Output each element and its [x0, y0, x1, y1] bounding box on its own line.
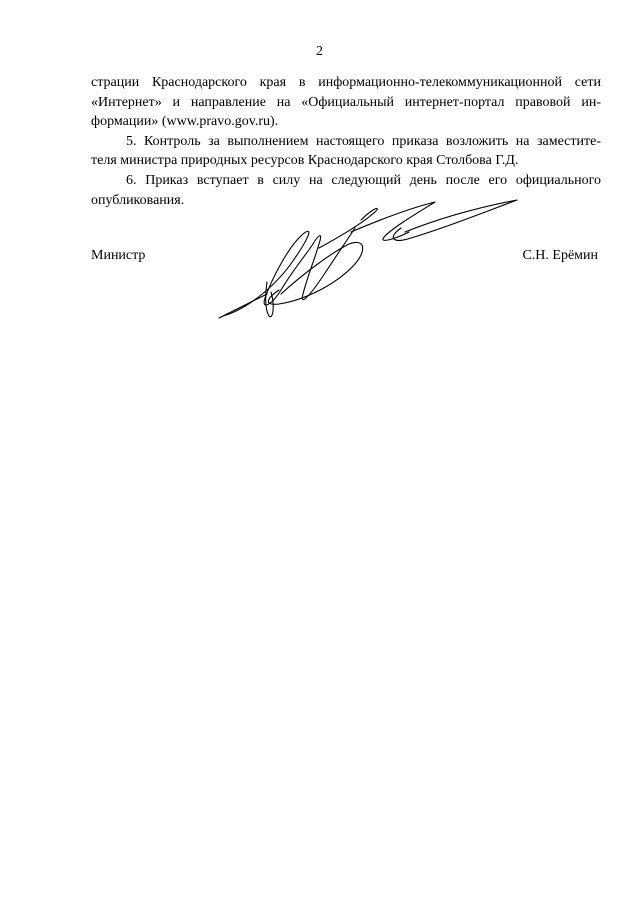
paragraph-4-line-2: «Интернет» и направление на «Официальный интернет-портал правовой ин-	[91, 94, 601, 110]
paragraph-6-line-2: опубликования.	[91, 192, 185, 208]
signer-position: Министр	[91, 248, 146, 263]
paragraph-5-line-2: теля министра природных ресурсов Краснодарского края Столбова Г.Д.	[91, 153, 519, 169]
paragraph-4-line-1: страции Краснодарского края в информационно-телекоммуникационной сети	[91, 75, 601, 90]
page-number: 2	[316, 44, 323, 59]
paragraph-4-line-3: формации» (www.pravo.gov.ru).	[91, 114, 279, 130]
handwritten-signature	[215, 198, 525, 326]
paragraph-5-line-1: 5. Контроль за выполнением настоящего приказа возложить на заместите-	[126, 133, 601, 149]
body-text	[91, 73, 601, 210]
signer-name: С.Н. Ерёмин	[522, 248, 598, 263]
paragraph-6-line-1: 6. Приказ вступает в силу на следующий день после его официального	[126, 172, 601, 188]
